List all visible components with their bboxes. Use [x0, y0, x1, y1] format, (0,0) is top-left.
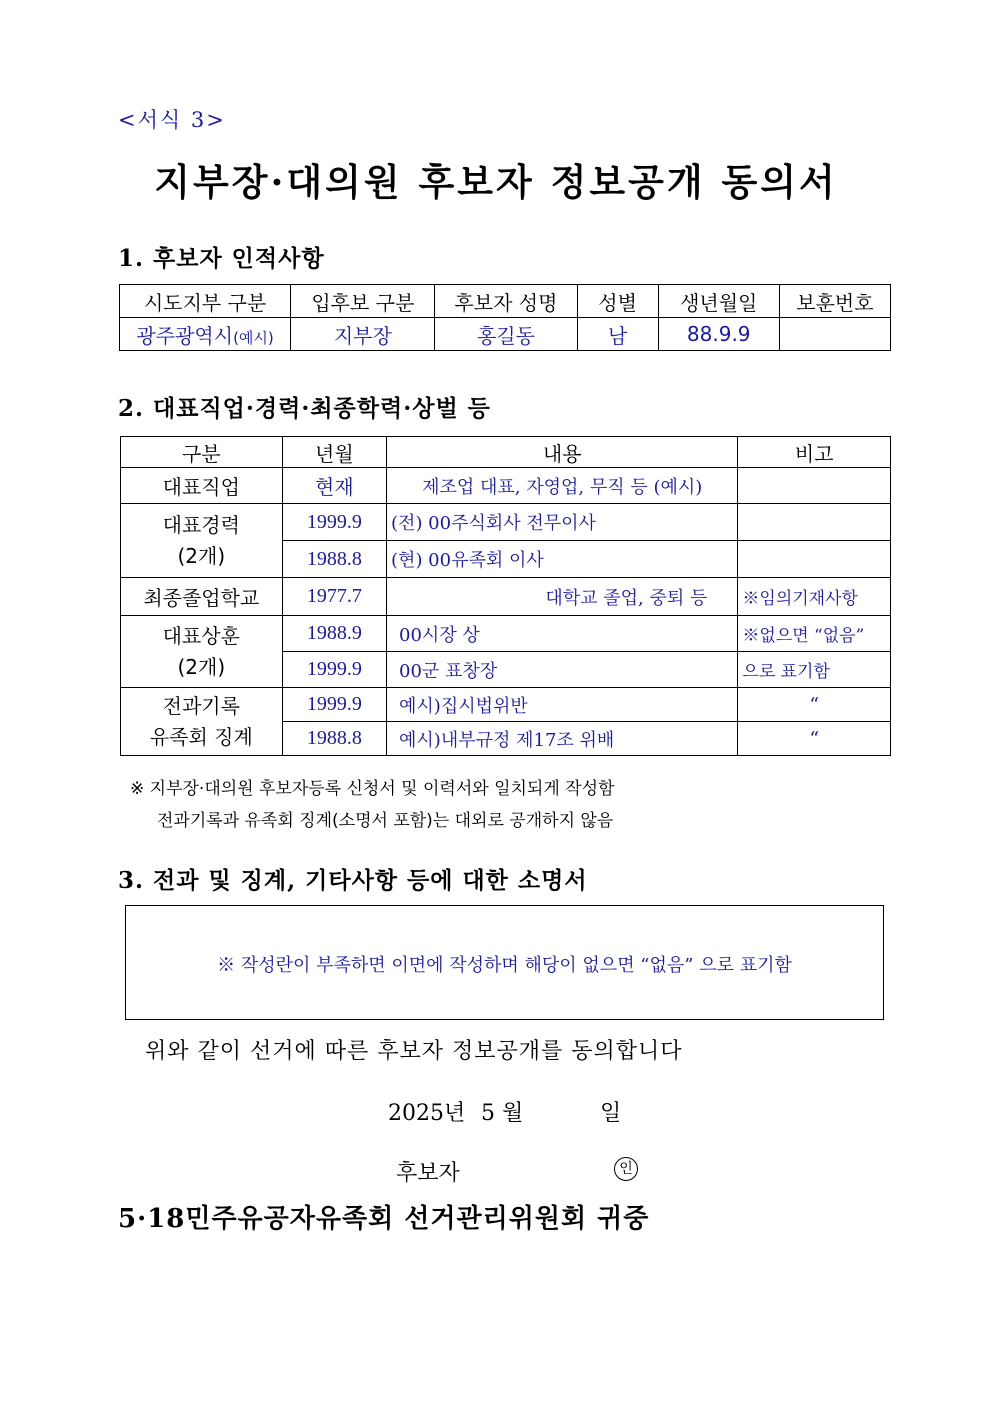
career-label: 대표경력 [162, 512, 240, 537]
veteran-number-cell [779, 318, 890, 351]
table-row [121, 616, 891, 652]
record-date: 1988.8 [282, 722, 386, 756]
school-content: 대학교 졸업, 중퇴 등 [387, 578, 738, 616]
table-row [121, 468, 891, 504]
award-content: 00군 표창장 [387, 652, 738, 688]
award-content: 00시장 상 [387, 616, 738, 652]
section3-heading: 3. 전과 및 징계, 기타사항 등에 대한 소명서 [118, 867, 588, 894]
career-date: 1999.9 [282, 504, 386, 541]
seal-mark: 인 [614, 1157, 638, 1181]
record-content: 예시)집시법위반 [387, 688, 738, 722]
candidate-info-table [119, 284, 891, 351]
table-row [120, 318, 891, 351]
form-number: <서식 3> [118, 108, 226, 132]
date-year: 2025년 [388, 1101, 466, 1126]
section1-heading: 1. 후보자 인적사항 [118, 245, 325, 272]
career-note [738, 541, 891, 578]
explanation-instruction: ※ 작성란이 부족하면 이면에 작성하며 해당이 없으면 “없음” 으로 표기함 [217, 955, 792, 976]
record-content: 예시)내부규정 제17조 위배 [387, 722, 738, 756]
record-note: “ [738, 688, 891, 722]
job-note [738, 468, 891, 504]
header-cell: 입후보 구분 [291, 285, 435, 318]
job-content: 제조업 대표, 자영업, 무직 등 (예시) [387, 468, 738, 504]
gender-cell: 남 [577, 318, 658, 351]
document-title: 지부장·대의원 후보자 정보공개 동의서 [154, 160, 838, 204]
award-label-cell [121, 616, 283, 688]
award-label: 대표상훈 [162, 623, 240, 648]
award-date: 1988.9 [282, 616, 386, 652]
record-date: 1999.9 [282, 688, 386, 722]
discipline-label: 유족회 징계 [149, 724, 253, 749]
table-row [121, 504, 891, 541]
career-table [120, 436, 891, 756]
date-month: 5 월 [481, 1101, 524, 1126]
header-cell: 생년월일 [658, 285, 779, 318]
table-note-line2: 전과기록과 유족회 징계(소명서 포함)는 대외로 공개하지 않음 [157, 811, 614, 831]
school-label: 최종졸업학교 [121, 578, 283, 616]
consent-statement: 위와 같이 선거에 따른 후보자 정보공개를 동의합니다 [145, 1039, 683, 1064]
region-example-note: (예시) [233, 328, 274, 347]
header-cell: 비고 [738, 437, 891, 468]
addressee: 5·18민주유공자유족회 선거관리위원회 귀중 [118, 1204, 650, 1234]
career-count: (2개) [177, 543, 226, 568]
header-cell: 성별 [577, 285, 658, 318]
job-date: 현재 [282, 468, 386, 504]
job-label: 대표직업 [121, 468, 283, 504]
table-row [121, 578, 891, 616]
school-date: 1977.7 [282, 578, 386, 616]
career-content: (현) 00유족회 이사 [387, 541, 738, 578]
table-header-row [120, 285, 891, 318]
award-note: ※없으면 “없음” [738, 616, 891, 652]
header-cell: 구분 [121, 437, 283, 468]
table-note-line1: ※ 지부장·대의원 후보자등록 신청서 및 이력서와 일치되게 작성함 [130, 779, 615, 799]
header-cell: 년월 [282, 437, 386, 468]
header-cell: 내용 [387, 437, 738, 468]
table-row [121, 688, 891, 722]
record-label-cell [121, 688, 283, 756]
header-cell: 보훈번호 [779, 285, 890, 318]
birth-cell: 88.9.9 [658, 318, 779, 351]
award-count: (2개) [177, 654, 226, 679]
region-cell [120, 318, 291, 351]
record-label: 전과기록 [162, 693, 240, 718]
header-cell: 후보자 성명 [435, 285, 577, 318]
date-day: 일 [600, 1101, 622, 1126]
section2-heading: 2. 대표직업·경력·최종학력·상벌 등 [118, 395, 491, 422]
award-date: 1999.9 [282, 652, 386, 688]
name-cell: 홍길동 [435, 318, 577, 351]
table-header-row [121, 437, 891, 468]
school-note: ※임의기재사항 [738, 578, 891, 616]
career-note [738, 504, 891, 541]
award-note: 으로 표기함 [738, 652, 891, 688]
career-date: 1988.8 [282, 541, 386, 578]
header-cell: 시도지부 구분 [120, 285, 291, 318]
position-cell: 지부장 [291, 318, 435, 351]
career-label-cell [121, 504, 283, 578]
region-value: 광주광역시 [136, 323, 234, 348]
candidate-sign-label: 후보자 [396, 1161, 460, 1186]
career-content: (전) 00주식회사 전무이사 [387, 504, 738, 541]
record-note: “ [738, 722, 891, 756]
